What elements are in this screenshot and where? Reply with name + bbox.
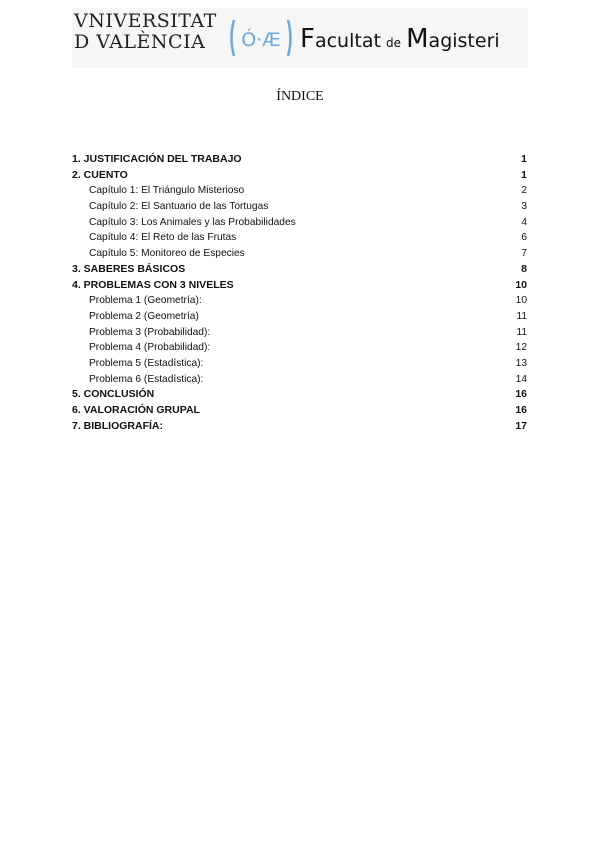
toc-entry-page-number: 14 bbox=[515, 373, 527, 385]
toc-entry-label: Capítulo 2: El Santuario de las Tortugas bbox=[89, 201, 269, 213]
toc-section-entry[interactable] bbox=[72, 419, 527, 435]
toc-entry-label: 6. VALORACIÓN GRUPAL bbox=[72, 404, 200, 416]
toc-entry-label: Capítulo 1: El Triángulo Misterioso bbox=[89, 185, 245, 197]
toc-subsection-entry[interactable] bbox=[72, 325, 527, 341]
toc-entry-label: Problema 2 (Geometría) bbox=[89, 310, 199, 322]
toc-entry-page-number: 2 bbox=[521, 185, 527, 197]
toc-entry-label: Capítulo 3: Los Animales y las Probabilidades bbox=[89, 216, 296, 228]
toc-entry-page-number: 11 bbox=[516, 326, 527, 338]
faculty-word2-initial: M bbox=[406, 24, 429, 54]
toc-entry-label: 2. CUENTO bbox=[72, 168, 128, 181]
toc-subsection-entry[interactable] bbox=[72, 230, 527, 246]
faculty-logo bbox=[300, 26, 500, 52]
toc-entry-page-number: 4 bbox=[521, 216, 527, 228]
toc-subsection-entry[interactable] bbox=[72, 293, 527, 309]
toc-entry-page-number: 17 bbox=[515, 419, 527, 432]
toc-entry-label: Problema 3 (Probabilidad): bbox=[89, 326, 211, 338]
toc-entry-page-number: 3 bbox=[521, 201, 527, 213]
toc-entry-page-number: 10 bbox=[515, 278, 527, 291]
page-header bbox=[72, 8, 528, 68]
toc-entry-label: 5. CONCLUSIÓN bbox=[72, 388, 155, 401]
toc-entry-page-number: 10 bbox=[515, 295, 527, 307]
toc-section-entry[interactable] bbox=[72, 152, 527, 168]
toc-subsection-entry[interactable] bbox=[72, 372, 527, 388]
toc-section-entry[interactable] bbox=[72, 278, 527, 294]
toc-entry-page-number: 11 bbox=[516, 310, 527, 322]
toc-subsection-entry[interactable] bbox=[72, 356, 527, 372]
toc-entry-page-number: 7 bbox=[521, 248, 527, 260]
university-name-line2: D VALÈNCIA bbox=[74, 31, 206, 53]
toc-entry-page-number: 8 bbox=[521, 262, 527, 275]
toc-section-entry[interactable] bbox=[72, 168, 527, 184]
toc-entry-label: Capítulo 4: El Reto de las Frutas bbox=[89, 232, 237, 244]
toc-entry-label: Problema 6 (Estadística): bbox=[89, 373, 204, 385]
toc-section-entry[interactable] bbox=[72, 403, 527, 419]
toc-section-entry[interactable] bbox=[72, 262, 527, 278]
toc-entry-label: Problema 5 (Estadística): bbox=[89, 357, 204, 369]
toc-section-entry[interactable] bbox=[72, 387, 527, 403]
toc-entry-label: 4. PROBLEMAS CON 3 NIVELES bbox=[72, 278, 234, 291]
toc-entry-label: Problema 1 (Geometría): bbox=[89, 295, 202, 307]
toc-entry-label: Capítulo 5: Monitoreo de Especies bbox=[89, 248, 245, 260]
toc-entry-page-number: 1 bbox=[521, 168, 527, 181]
university-logo bbox=[74, 12, 217, 52]
toc-subsection-entry[interactable] bbox=[72, 183, 527, 199]
toc-subsection-entry[interactable] bbox=[72, 215, 527, 231]
faculty-word2-rest: agisteri bbox=[428, 30, 500, 52]
toc-entry-page-number: 12 bbox=[515, 342, 527, 354]
toc-subsection-entry[interactable] bbox=[72, 246, 527, 262]
toc-entry-label: 7. BIBLIOGRAFÍA: bbox=[72, 419, 163, 432]
toc-entry-label: Problema 4 (Probabilidad): bbox=[89, 342, 211, 354]
university-name-line1: VNIVERSITAT bbox=[74, 10, 217, 32]
faculty-word1-initial: F bbox=[300, 24, 315, 54]
table-of-contents bbox=[72, 152, 527, 434]
faculty-word1-rest: acultat bbox=[314, 30, 381, 52]
toc-entry-page-number: 1 bbox=[521, 153, 527, 165]
toc-subsection-entry[interactable] bbox=[72, 199, 527, 215]
toc-entry-page-number: 16 bbox=[515, 404, 527, 416]
faculty-de: de bbox=[386, 36, 402, 50]
toc-entry-page-number: 13 bbox=[515, 357, 527, 369]
faculty-emblem-icon bbox=[228, 16, 294, 60]
toc-subsection-entry[interactable] bbox=[72, 309, 527, 325]
toc-entry-label: 3. SABERES BÁSICOS bbox=[72, 262, 186, 275]
toc-entry-page-number: 16 bbox=[515, 388, 527, 401]
toc-subsection-entry[interactable] bbox=[72, 340, 527, 356]
page-title: ÍNDICE bbox=[276, 89, 324, 104]
toc-entry-label: 1. JUSTIFICACIÓN DEL TRABAJO bbox=[72, 153, 242, 165]
toc-entry-page-number: 6 bbox=[521, 232, 527, 244]
emblem-text: Ó·Æ bbox=[241, 29, 281, 51]
